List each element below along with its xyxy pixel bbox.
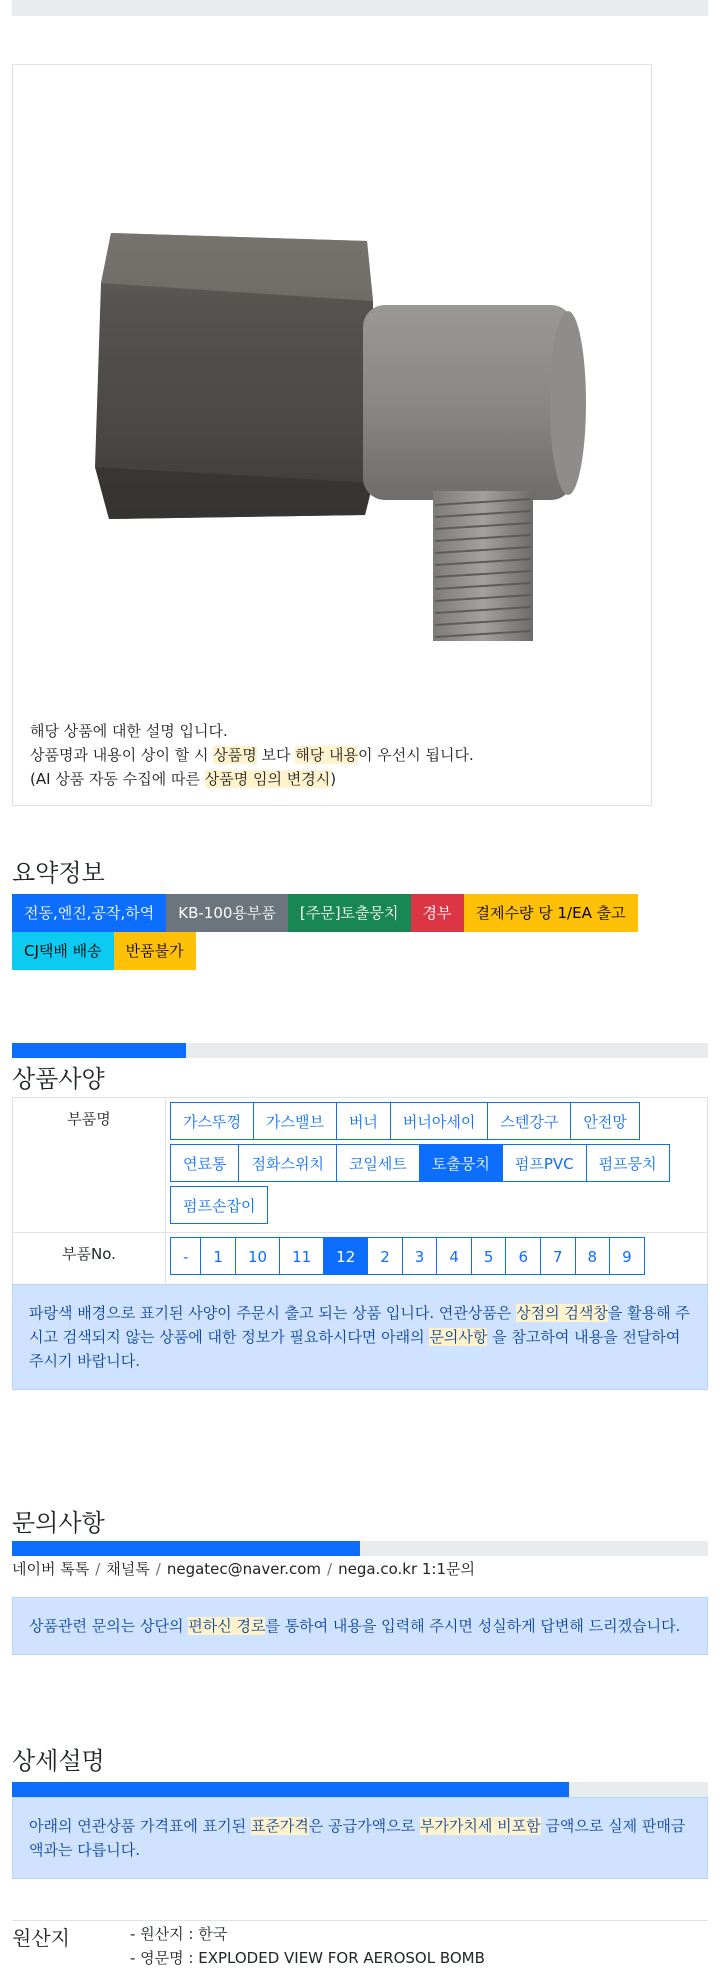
option-part-name[interactable]: 버너 — [336, 1102, 391, 1140]
separator: / — [155, 1560, 161, 1578]
description-line-2: 상품명과 내용이 상이 할 시 상품명 보다 해당 내용이 우선시 됩니다. — [30, 746, 474, 764]
option-part-no[interactable]: 1 — [200, 1237, 236, 1275]
option-part-no[interactable]: 8 — [575, 1237, 611, 1275]
separator: / — [327, 1560, 333, 1578]
product-description — [30, 719, 474, 791]
option-part-name[interactable]: 펌프PVC — [502, 1144, 587, 1182]
option-part-no[interactable]: 7 — [540, 1237, 576, 1275]
option-part-name[interactable]: 펌프뭉치 — [586, 1144, 670, 1182]
option-part-no-selected[interactable]: 12 — [323, 1237, 368, 1275]
option-part-no[interactable]: 5 — [471, 1237, 507, 1275]
detail-notice: 아래의 연관상품 가격표에 표기된 표준가격은 공급가액으로 부가가치세 비포함 금액으로 실제 판매금액과는 다릅니다. — [12, 1797, 708, 1879]
origin-country: - 원산지 : 한국 — [130, 1925, 228, 1943]
badge-shipping: CJ택배 배송 — [12, 932, 114, 970]
option-part-no[interactable]: - — [170, 1237, 201, 1275]
summary-badges — [12, 894, 712, 970]
option-part-no[interactable]: 6 — [505, 1237, 541, 1275]
option-part-name[interactable]: 가스뚜껑 — [170, 1102, 254, 1140]
option-part-name[interactable]: 점화스위치 — [238, 1144, 336, 1182]
badge-quantity: 결제수량 당 1/EA 출고 — [464, 894, 638, 932]
contact-list — [12, 1558, 475, 1579]
inquiry-progress — [12, 1541, 708, 1556]
option-part-name[interactable]: 안전망 — [570, 1102, 639, 1140]
option-part-name[interactable]: 펌프손잡이 — [170, 1186, 268, 1224]
metal-fitting-photo — [73, 205, 613, 645]
spec-progress — [12, 1043, 708, 1058]
summary-title: 요약정보 — [12, 859, 105, 887]
part-name-options — [166, 1098, 708, 1233]
option-part-name[interactable]: 가스밸브 — [253, 1102, 337, 1140]
option-part-no[interactable]: 2 — [367, 1237, 403, 1275]
badge-no-return: 반품불가 — [114, 932, 196, 970]
option-part-name[interactable]: 연료통 — [170, 1144, 239, 1182]
contact-email[interactable]: negatec@naver.com — [166, 1560, 322, 1578]
inquiry-notice: 상품관련 문의는 상단의 편하신 경로를 통하여 내용을 입력해 주시면 성실하게 답변해 드리겠습니다. — [12, 1597, 708, 1655]
top-bar — [12, 0, 708, 16]
option-part-name-selected[interactable]: 토출뭉치 — [419, 1144, 503, 1182]
description-line-3: (AI 상품 자동 수집에 따른 상품명 임의 변경시) — [30, 770, 337, 788]
detail-progress — [12, 1782, 708, 1797]
contact-naver-talk[interactable]: 네이버 톡톡 — [12, 1560, 90, 1578]
spec-table — [12, 1097, 708, 1285]
part-name-label: 부품명 — [13, 1098, 166, 1233]
badge-weight: 경부 — [411, 894, 464, 932]
part-no-options — [166, 1233, 708, 1285]
option-part-name[interactable]: 스텐강구 — [487, 1102, 571, 1140]
separator: / — [95, 1560, 101, 1578]
badge-order-item: [주문]토출뭉치 — [288, 894, 411, 932]
detail-title: 상세설명 — [12, 1747, 105, 1775]
origin-english-name: - 영문명 : EXPLODED VIEW FOR AEROSOL BOMB — [130, 1949, 485, 1967]
spec-notice: 파랑색 배경으로 표기된 사양이 주문시 출고 되는 상품 입니다. 연관상품은 상점의 검색창을 활용해 주시고 검색되지 않는 상품에 대한 정보가 필요하시다면 아래의 문의사항 을 참고하여 내용을 전달하여 주시기 바랍니다. — [12, 1284, 708, 1390]
option-part-no[interactable]: 11 — [279, 1237, 324, 1275]
contact-channel-talk[interactable]: 채널톡 — [106, 1560, 150, 1578]
origin-title: 원산지 — [12, 1926, 70, 1950]
origin-list — [130, 1922, 485, 1970]
option-part-no[interactable]: 3 — [402, 1237, 438, 1275]
option-part-no[interactable]: 9 — [609, 1237, 645, 1275]
option-part-no[interactable]: 10 — [235, 1237, 280, 1275]
option-part-name[interactable]: 코일세트 — [336, 1144, 420, 1182]
spec-title: 상품사양 — [12, 1065, 105, 1093]
option-part-name[interactable]: 버너아세이 — [390, 1102, 488, 1140]
description-line-1: 해당 상품에 대한 설명 입니다. — [30, 722, 228, 740]
badge-category: 전동,엔진,공작,하역 — [12, 894, 166, 932]
badge-model: KB-100용부품 — [166, 894, 288, 932]
option-part-no[interactable]: 4 — [436, 1237, 472, 1275]
inquiry-title: 문의사항 — [12, 1509, 105, 1537]
contact-website[interactable]: nega.co.kr 1:1문의 — [338, 1560, 475, 1578]
product-image-frame — [12, 64, 652, 806]
part-no-label: 부품No. — [13, 1233, 166, 1285]
origin-divider — [12, 1920, 708, 1921]
